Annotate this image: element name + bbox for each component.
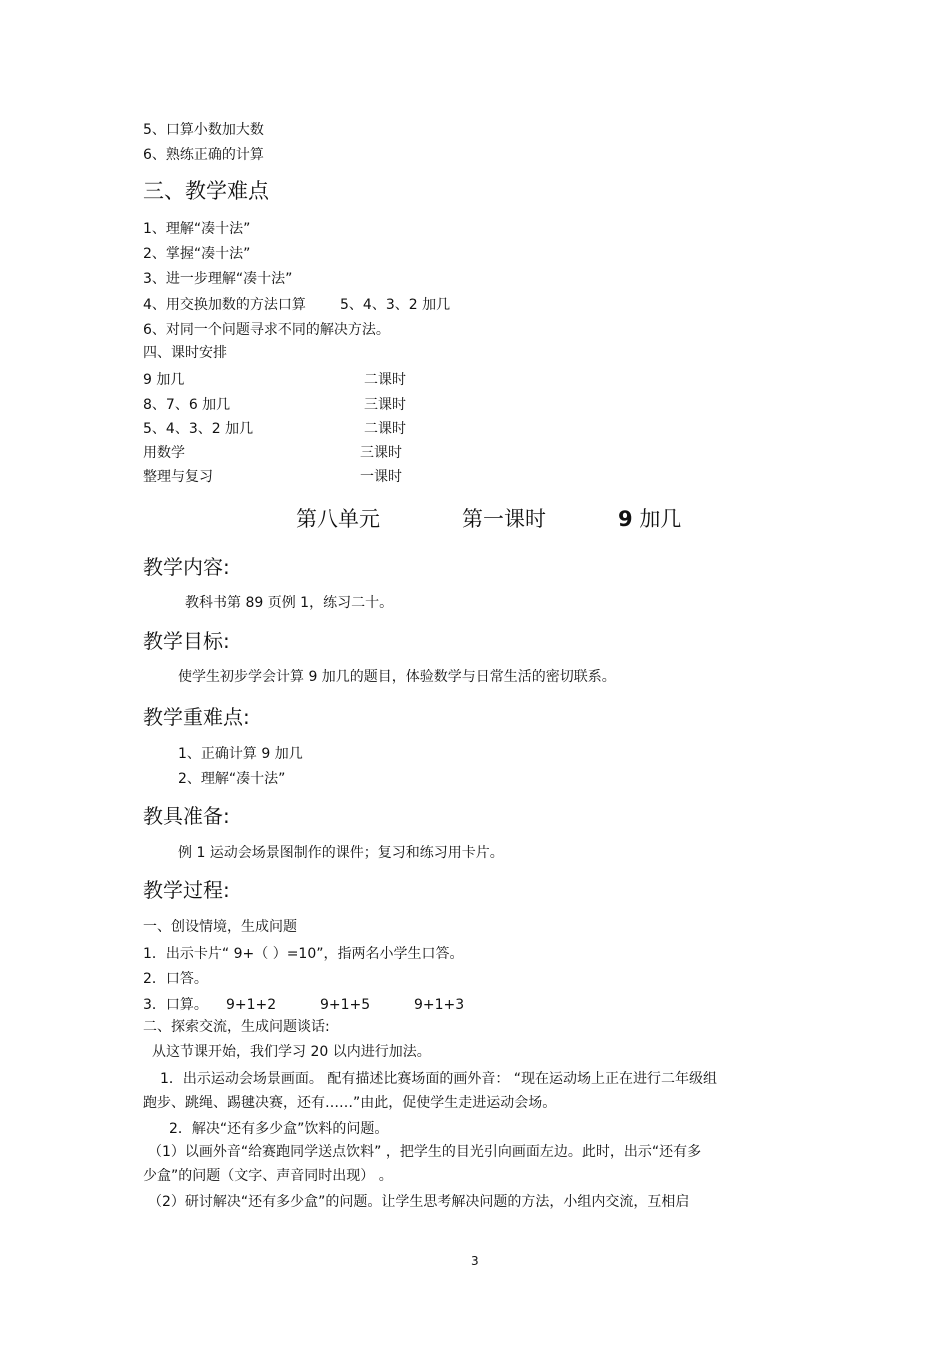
schedule-hours-4: 三课时 bbox=[360, 445, 402, 461]
goal-item-5: 5、口算小数加大数 bbox=[143, 122, 264, 138]
process-step-2: 2．口答。 bbox=[143, 971, 208, 987]
heading-materials: 教具准备: bbox=[143, 804, 230, 828]
process-section-1: 一、创设情境，生成问题 bbox=[143, 919, 297, 935]
lesson-title-topic bbox=[618, 506, 681, 532]
process-section-2: 二、探索交流，生成问题谈话: bbox=[143, 1019, 330, 1035]
key-point-2: 2、理解“凑十法” bbox=[178, 771, 286, 787]
difficulty-item-3: 3、进一步理解“凑十法” bbox=[143, 271, 293, 287]
schedule-hours-2: 三课时 bbox=[364, 397, 406, 413]
content-text: 教科书第 89 页例 1，练习二十。 bbox=[185, 595, 394, 611]
process-intro: 从这节课开始，我们学习 20 以内进行加法。 bbox=[152, 1044, 431, 1060]
heading-key-points: 教学重难点: bbox=[143, 705, 250, 729]
process-step-3-item-1: 9+1+2 bbox=[226, 997, 277, 1013]
difficulty-item-4-cont: 5、4、3、2 加几 bbox=[340, 297, 451, 313]
schedule-topic-2: 8、7、6 加几 bbox=[143, 397, 231, 413]
schedule-topic-4: 用数学 bbox=[143, 445, 185, 461]
difficulty-item-1: 1、理解“凑十法” bbox=[143, 221, 251, 237]
goal-item-6: 6、熟练正确的计算 bbox=[143, 147, 264, 163]
page-number: 3 bbox=[471, 1254, 479, 1268]
process-step-3-label: 3．口算。 bbox=[143, 997, 208, 1013]
schedule-hours-1: 二课时 bbox=[364, 372, 406, 388]
process-step-3-item-2: 9+1+5 bbox=[320, 997, 371, 1013]
process-step-1: 1．出示卡片“ 9+（ ）=10”，指两名小学生口答。 bbox=[143, 946, 464, 962]
schedule-hours-3: 二课时 bbox=[364, 421, 406, 437]
materials-text: 例 1 运动会场景图制作的课件；复习和练习用卡片。 bbox=[178, 845, 504, 861]
key-point-1: 1、正确计算 9 加几 bbox=[178, 746, 303, 762]
lesson-title-topic-number: 9 bbox=[618, 507, 633, 531]
lesson-title-lesson: 第一课时 bbox=[462, 507, 546, 531]
lesson-title-topic-text: 加几 bbox=[639, 507, 682, 531]
process-paragraph-1-line-2: 跑步、跳绳、踢毽决赛，还有……”由此，促使学生走进运动会场。 bbox=[143, 1095, 557, 1111]
heading-content: 教学内容: bbox=[143, 555, 230, 579]
schedule-hours-5: 一课时 bbox=[360, 469, 402, 485]
lesson-title-unit: 第八单元 bbox=[296, 507, 380, 531]
difficulty-item-6: 6、对同一个问题寻求不同的解决方法。 bbox=[143, 322, 390, 338]
process-paragraph-2: 2．解决“还有多少盒”饮料的问题。 bbox=[169, 1121, 389, 1137]
process-step-3-item-3: 9+1+3 bbox=[414, 997, 465, 1013]
schedule-topic-5: 整理与复习 bbox=[143, 469, 213, 485]
objective-text: 使学生初步学会计算 9 加几的题目，体验数学与日常生活的密切联系。 bbox=[178, 669, 616, 685]
section-heading-difficulties: 三、教学难点 bbox=[143, 179, 269, 203]
heading-objective: 教学目标: bbox=[143, 629, 230, 653]
process-paragraph-3-line-1: （1）以画外音“给赛跑同学送点饮料” ，把学生的目光引向画面左边。此时，出示“还有多 bbox=[148, 1144, 702, 1160]
heading-process: 教学过程: bbox=[143, 878, 230, 902]
schedule-topic-3: 5、4、3、2 加几 bbox=[143, 421, 254, 437]
process-paragraph-3-line-2: 少盒”的问题（文字、声音同时出现） 。 bbox=[143, 1168, 393, 1184]
difficulty-item-2: 2、掌握“凑十法” bbox=[143, 246, 251, 262]
process-paragraph-4: （2）研讨解决“还有多少盒”的问题。让学生思考解决问题的方法，小组内交流，互相启 bbox=[148, 1194, 690, 1210]
process-paragraph-1-line-1: 1．出示运动会场景画面。 配有描述比赛场面的画外音： “现在运动场上正在进行二年级组 bbox=[160, 1071, 718, 1087]
difficulty-item-4: 4、用交换加数的方法口算 bbox=[143, 297, 306, 313]
section-heading-schedule: 四、课时安排 bbox=[143, 345, 227, 361]
schedule-topic-1: 9 加几 bbox=[143, 372, 185, 388]
